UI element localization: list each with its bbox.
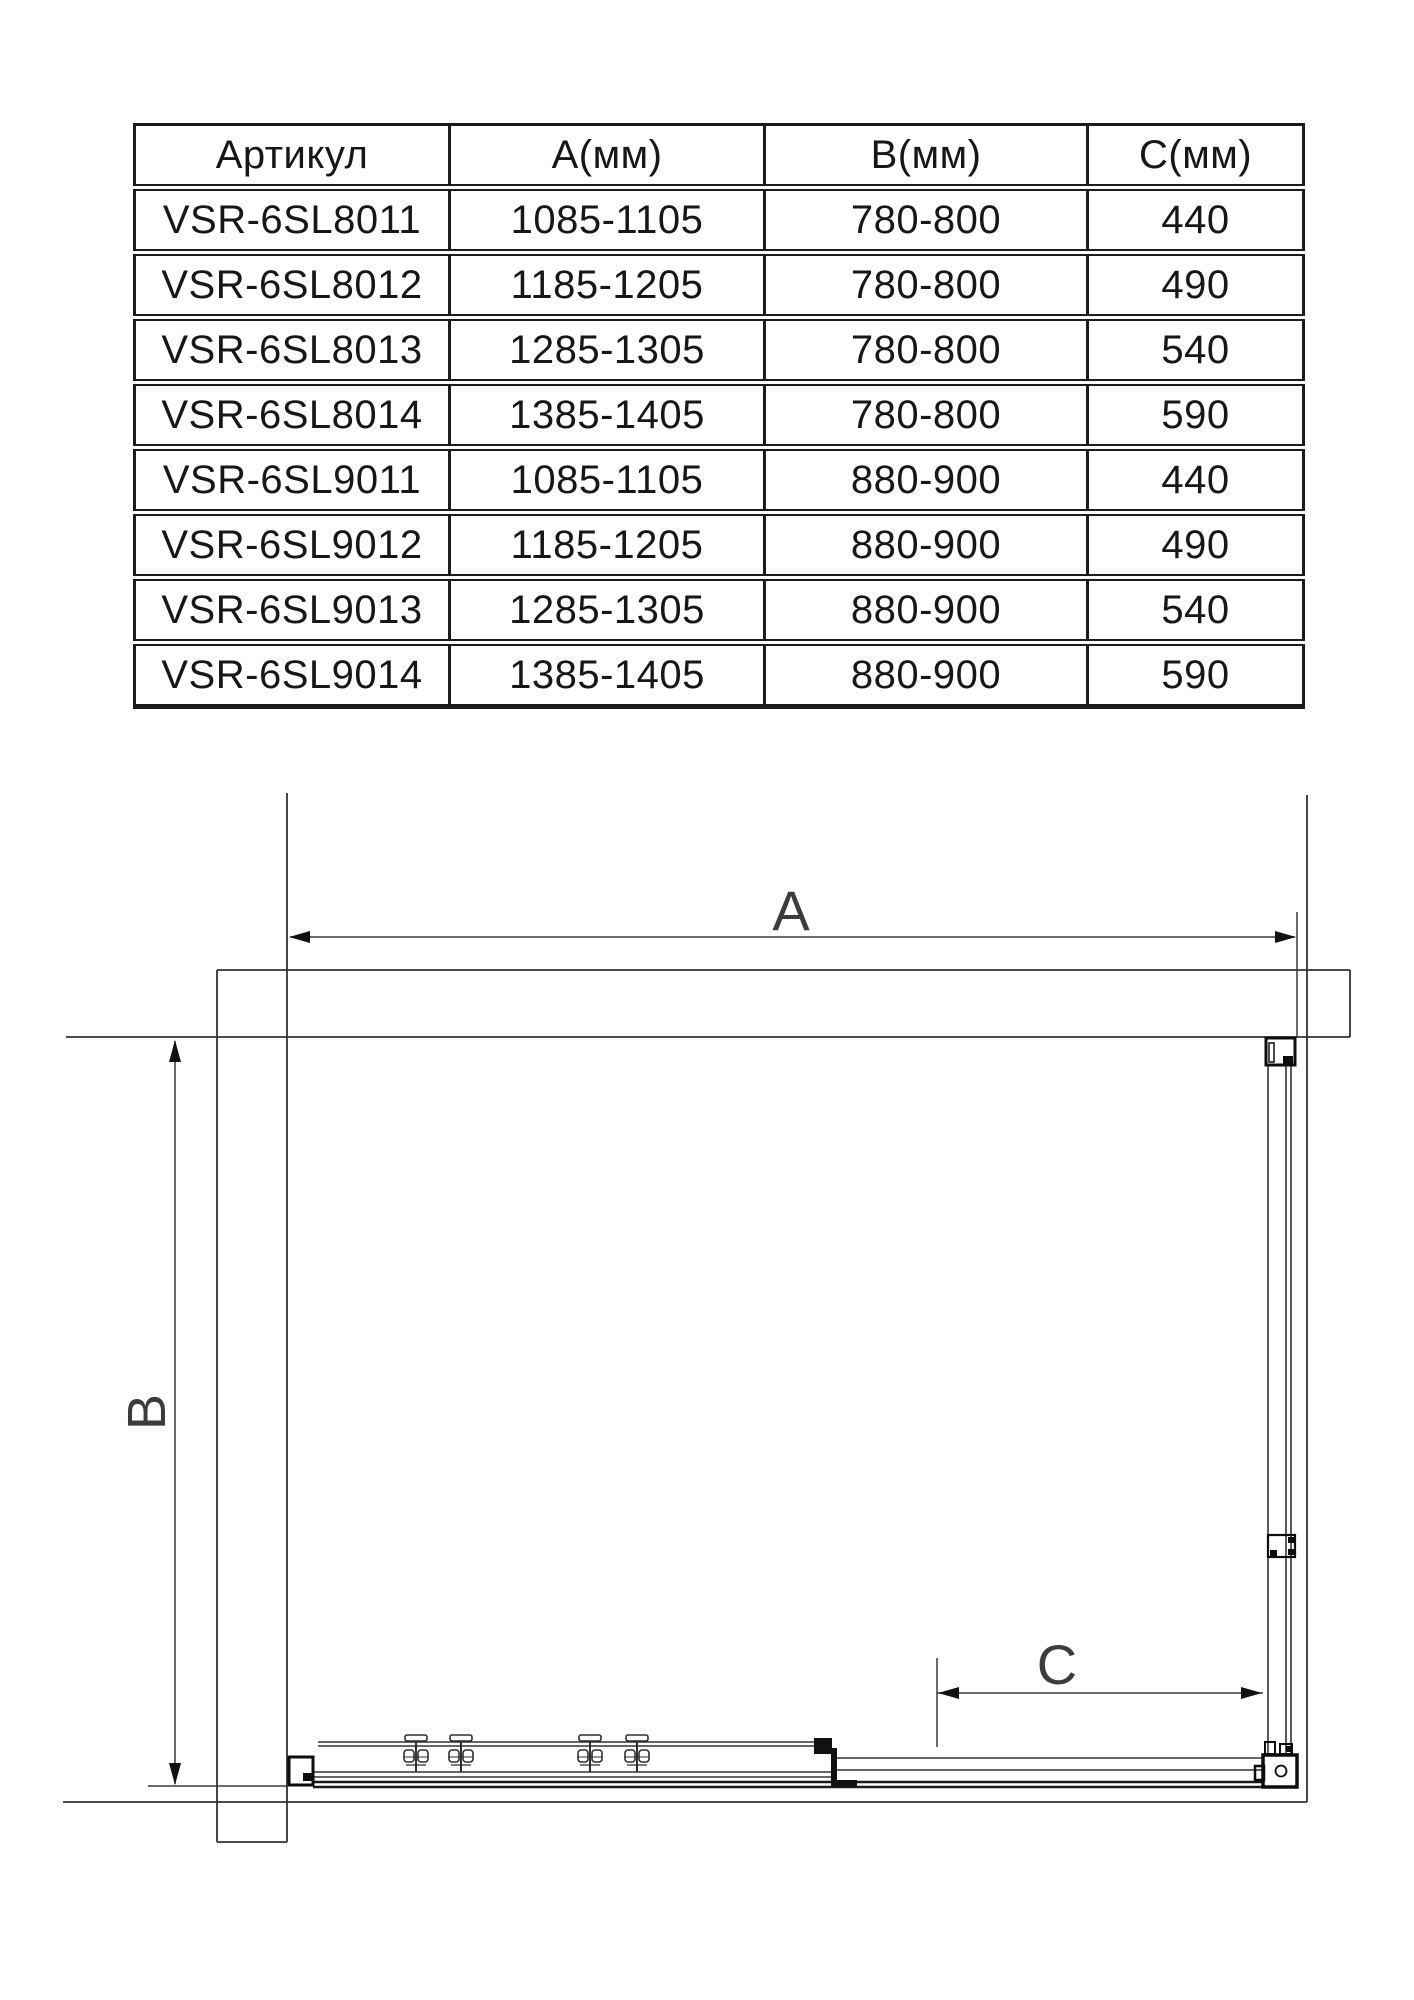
a-arrow-right (1275, 931, 1296, 943)
b-dimension (117, 1040, 287, 1786)
clamp-bolt-top (1288, 1537, 1295, 1543)
table-cell: 440 (1088, 188, 1304, 253)
clamp-bolt-bottom (1288, 1549, 1295, 1555)
table-cell: 1385-1405 (450, 383, 765, 448)
table-cell: 590 (1088, 383, 1304, 448)
top-band (66, 970, 1350, 1037)
bracket-gasket (1269, 1043, 1274, 1062)
corner-top-bolt (1286, 1746, 1292, 1752)
table-cell: 780-800 (765, 188, 1088, 253)
table-cell: 880-900 (765, 448, 1088, 513)
column-header-b: В(мм) (765, 125, 1088, 188)
clamp-hook (1270, 1550, 1277, 1556)
corner-box (1263, 1755, 1297, 1787)
c-dimension (937, 1633, 1263, 1747)
table-cell: 780-800 (765, 253, 1088, 318)
table-cell: 540 (1088, 578, 1304, 643)
table-cell: VSR-6SL8014 (135, 383, 450, 448)
roller-bolt-2 (449, 1735, 473, 1772)
table-cell: VSR-6SL8011 (135, 188, 450, 253)
roller-bolts (404, 1735, 649, 1772)
table-cell: 440 (1088, 448, 1304, 513)
table-cell: 1285-1305 (450, 578, 765, 643)
table-cell: 1085-1105 (450, 188, 765, 253)
corner-wheel-assembly (1255, 1742, 1297, 1787)
a-dimension-label: A (772, 879, 810, 942)
table-cell: 880-900 (765, 578, 1088, 643)
track-step-foot (831, 1780, 857, 1787)
table-cell: VSR-6SL8012 (135, 253, 450, 318)
roller-bolt-4 (625, 1735, 649, 1772)
table-cell: 1285-1305 (450, 318, 765, 383)
door-rail-end-cap (814, 1738, 832, 1754)
table-cell: VSR-6SL9012 (135, 513, 450, 578)
a-dimension (289, 879, 1297, 1037)
table-cell: VSR-6SL9011 (135, 448, 450, 513)
table-cell: 880-900 (765, 513, 1088, 578)
roller-bolt-3 (578, 1735, 602, 1772)
table-cell: 490 (1088, 253, 1304, 318)
corner-wheel (1276, 1766, 1287, 1777)
right-glass-panel (1268, 1065, 1291, 1755)
c-arrow-right (1241, 1687, 1262, 1699)
table-cell: 490 (1088, 513, 1304, 578)
table-cell: 880-900 (765, 643, 1088, 707)
column-header-a: А(мм) (450, 125, 765, 188)
table-cell: 1085-1105 (450, 448, 765, 513)
table-cell: 1385-1405 (450, 643, 765, 707)
table-cell: 1185-1205 (450, 253, 765, 318)
table-cell: 780-800 (765, 318, 1088, 383)
track-left-cap-notch (303, 1773, 312, 1781)
roller-bolt-1 (404, 1735, 428, 1772)
bottom-track (289, 1738, 1263, 1787)
corner-top-piece-1 (1265, 1742, 1275, 1754)
column-header-article: Артикул (135, 125, 450, 188)
table-cell: 780-800 (765, 383, 1088, 448)
bracket-notch (1283, 1056, 1293, 1065)
b-arrow-bottom (169, 1763, 181, 1785)
table-cell: 590 (1088, 643, 1304, 707)
b-arrow-top (169, 1040, 181, 1062)
c-arrow-left (938, 1687, 959, 1699)
table-cell: VSR-6SL8013 (135, 318, 450, 383)
a-arrow-left (289, 931, 310, 943)
column-header-c: С(мм) (1088, 125, 1304, 188)
table-cell: VSR-6SL9013 (135, 578, 450, 643)
table-cell: VSR-6SL9014 (135, 643, 450, 707)
b-dimension-label: B (117, 1393, 177, 1431)
c-dimension-label: C (1036, 1633, 1078, 1696)
walls (63, 793, 1307, 1842)
top-right-bracket (1266, 1038, 1295, 1065)
table-cell: 540 (1088, 318, 1304, 383)
table-cell: 1185-1205 (450, 513, 765, 578)
